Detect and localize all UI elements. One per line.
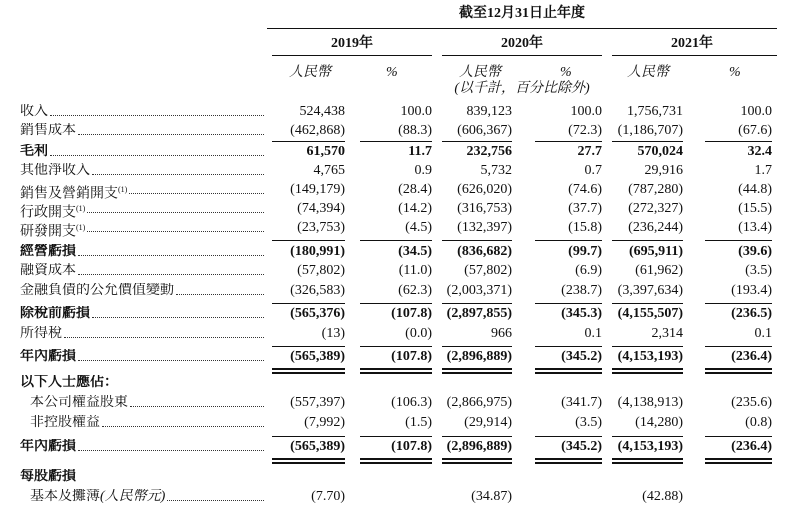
cell-rmb-2019: (7.70) — [311, 489, 345, 504]
total-double-rule — [272, 458, 345, 460]
cell-rmb-2020: (34.87) — [471, 489, 512, 504]
cell-rmb-2020: (2,897,855) — [446, 306, 512, 321]
cell-pct-2021: (0.8) — [745, 415, 772, 430]
row-label — [30, 395, 128, 411]
total-double-rule — [442, 462, 512, 464]
cell-rmb-2020: (2,003,371) — [446, 283, 512, 298]
cell-rmb-2019: (149,179) — [290, 182, 345, 197]
cell-rmb-2020: (626,020) — [457, 182, 512, 197]
cell-rmb-2019: 4,765 — [313, 163, 345, 178]
row-label — [20, 220, 85, 241]
row-label — [20, 306, 90, 322]
cell-rmb-2019: 61,570 — [306, 144, 345, 159]
row-label-text: 經營虧損 — [20, 244, 76, 259]
cell-rmb-2019: (565,376) — [290, 306, 345, 321]
cell-pct-2020: 100.0 — [570, 104, 602, 119]
subtotal-rule — [705, 240, 772, 241]
total-double-rule — [442, 458, 512, 460]
row-label — [20, 263, 76, 279]
cell-pct-2021: 100.0 — [740, 104, 772, 119]
subtotal-rule — [442, 303, 512, 304]
cell-rmb-2021: (236,244) — [628, 220, 683, 235]
cell-pct-2020: (15.8) — [568, 220, 602, 235]
total-double-rule — [705, 368, 772, 370]
total-double-rule — [612, 458, 683, 460]
cell-rmb-2021: (4,153,193) — [617, 439, 683, 454]
percent-header-2020: % — [560, 65, 572, 80]
cell-pct-2021: 0.1 — [754, 326, 772, 341]
cell-pct-2019: (11.0) — [398, 263, 432, 278]
cell-pct-2020: (238.7) — [561, 283, 602, 298]
cell-pct-2020: (3.5) — [575, 415, 602, 430]
cell-pct-2020: (37.7) — [568, 201, 602, 216]
total-double-rule — [360, 462, 432, 464]
cell-rmb-2019: (326,583) — [290, 283, 345, 298]
cell-pct-2019: (88.3) — [398, 123, 432, 138]
subtotal-rule — [535, 303, 602, 304]
total-double-rule — [612, 462, 683, 464]
cell-rmb-2019: (565,389) — [290, 349, 345, 364]
cell-pct-2021: (235.6) — [731, 395, 772, 410]
subtotal-rule — [360, 436, 432, 437]
total-double-rule — [442, 372, 512, 374]
cell-pct-2021: (15.5) — [738, 201, 772, 216]
period-header: 截至12月31日止年度 — [459, 6, 585, 21]
row-label-text: 收入 — [20, 104, 48, 119]
cell-pct-2021: (236.4) — [731, 439, 772, 454]
cell-pct-2019: (107.8) — [391, 439, 432, 454]
subtotal-rule — [442, 346, 512, 347]
row-label — [20, 283, 174, 299]
cell-rmb-2020: 232,756 — [466, 144, 512, 159]
cell-pct-2020: 27.7 — [577, 144, 602, 159]
header-rule — [267, 28, 777, 29]
leader-dots — [50, 155, 264, 156]
year-header-2019: 2019年 — [331, 36, 373, 51]
row-label-text: 年內虧損 — [20, 439, 76, 454]
cell-rmb-2021: (42.88) — [642, 489, 683, 504]
cell-pct-2019: (34.5) — [398, 244, 432, 259]
cell-rmb-2019: (462,868) — [290, 123, 345, 138]
cell-rmb-2021: (1,186,707) — [617, 123, 683, 138]
total-double-rule — [272, 372, 345, 374]
row-label-text: 除稅前虧損 — [20, 306, 90, 321]
percent-header-2021: % — [729, 65, 741, 80]
cell-pct-2019: (28.4) — [398, 182, 432, 197]
cell-rmb-2020: (316,753) — [457, 201, 512, 216]
cell-pct-2020: (74.6) — [568, 182, 602, 197]
row-label-text: 非控股權益 — [30, 415, 100, 430]
cell-pct-2020: (345.2) — [561, 439, 602, 454]
row-label-text: 融資成本 — [20, 263, 76, 278]
cell-rmb-2019: (565,389) — [290, 439, 345, 454]
row-label-text: 基本及攤薄 — [30, 489, 100, 504]
footnote-marker: (1) — [76, 223, 86, 232]
cell-rmb-2021: (61,962) — [635, 263, 683, 278]
cell-pct-2021: (236.4) — [731, 349, 772, 364]
cell-pct-2019: (62.3) — [398, 283, 432, 298]
row-label-text: 每股虧損 — [20, 469, 76, 484]
cell-rmb-2019: (180,991) — [290, 244, 345, 259]
total-double-rule — [272, 462, 345, 464]
row-label — [20, 123, 76, 139]
cell-pct-2021: 1.7 — [754, 163, 772, 178]
row-label — [30, 415, 100, 431]
footnote-marker: (1) — [76, 204, 86, 213]
subtotal-rule — [535, 240, 602, 241]
leader-dots — [50, 115, 264, 116]
subtotal-rule — [705, 141, 772, 142]
cell-pct-2019: (1.5) — [405, 415, 432, 430]
cell-rmb-2020: 966 — [491, 326, 512, 341]
row-label — [20, 469, 76, 485]
year-rule-2020 — [442, 55, 602, 56]
cell-pct-2021: (44.8) — [738, 182, 772, 197]
cell-rmb-2019: (57,802) — [297, 263, 345, 278]
subtotal-rule — [272, 303, 345, 304]
total-double-rule — [612, 372, 683, 374]
cell-pct-2019: 100.0 — [400, 104, 432, 119]
total-double-rule — [705, 372, 772, 374]
cell-pct-2019: 11.7 — [408, 144, 432, 159]
cell-rmb-2019: 524,438 — [299, 104, 345, 119]
cell-rmb-2021: (14,280) — [635, 415, 683, 430]
subtotal-rule — [442, 240, 512, 241]
cell-rmb-2021: 29,916 — [644, 163, 683, 178]
subtotal-rule — [705, 346, 772, 347]
total-double-rule — [360, 372, 432, 374]
total-double-rule — [272, 368, 345, 370]
subtotal-rule — [442, 436, 512, 437]
row-label — [20, 244, 76, 260]
row-label-text: 其他淨收入 — [20, 163, 90, 178]
subtotal-rule — [705, 436, 772, 437]
subtotal-rule — [612, 346, 683, 347]
row-label — [20, 349, 76, 365]
cell-pct-2021: 32.4 — [747, 144, 772, 159]
row-label-text: 行政開支 — [20, 205, 76, 221]
year-header-2020: 2020年 — [501, 36, 543, 51]
cell-rmb-2021: (4,153,193) — [617, 349, 683, 364]
total-double-rule — [705, 462, 772, 464]
cell-rmb-2020: (132,397) — [457, 220, 512, 235]
percent-header-2019: % — [386, 65, 398, 80]
year-header-2021: 2021年 — [671, 36, 713, 51]
row-label-text: 研發開支 — [20, 224, 76, 240]
leader-dots — [64, 337, 264, 338]
cell-rmb-2021: (272,327) — [628, 201, 683, 216]
total-double-rule — [535, 458, 602, 460]
cell-pct-2021: (67.6) — [738, 123, 772, 138]
subtotal-rule — [360, 346, 432, 347]
row-label-text: 銷售成本 — [20, 123, 76, 138]
row-label — [30, 489, 165, 505]
cell-rmb-2020: (57,802) — [464, 263, 512, 278]
cell-rmb-2019: (13) — [321, 326, 345, 341]
subtotal-rule — [612, 303, 683, 304]
cell-pct-2021: (13.4) — [738, 220, 772, 235]
subtotal-rule — [612, 436, 683, 437]
cell-pct-2021: (3.5) — [745, 263, 772, 278]
cell-pct-2020: (6.9) — [575, 263, 602, 278]
cell-pct-2020: (345.3) — [561, 306, 602, 321]
cell-pct-2019: (107.8) — [391, 306, 432, 321]
row-label-text: 所得稅 — [20, 326, 62, 341]
row-label-unit: (人民幣元) — [100, 489, 166, 504]
cell-rmb-2021: (4,138,913) — [617, 395, 683, 410]
cell-rmb-2021: (787,280) — [628, 182, 683, 197]
cell-rmb-2020: 5,732 — [480, 163, 512, 178]
total-double-rule — [360, 458, 432, 460]
row-label-text: 年內虧損 — [20, 349, 76, 364]
cell-pct-2020: (345.2) — [561, 349, 602, 364]
row-label — [20, 163, 90, 179]
cell-rmb-2019: (7,992) — [304, 415, 345, 430]
cell-pct-2020: (99.7) — [568, 244, 602, 259]
subtotal-rule — [612, 141, 683, 142]
currency-header-2019: 人民幣 — [289, 65, 331, 80]
cell-pct-2019: 0.9 — [414, 163, 432, 178]
cell-rmb-2020: (606,367) — [457, 123, 512, 138]
subtotal-rule — [535, 436, 602, 437]
row-label — [20, 326, 62, 342]
row-label-text: 以下人士應佔： — [20, 375, 118, 390]
total-double-rule — [442, 368, 512, 370]
cell-pct-2020: (72.3) — [568, 123, 602, 138]
year-rule-2021 — [612, 55, 777, 56]
cell-rmb-2020: (2,896,889) — [446, 349, 512, 364]
row-label — [20, 201, 85, 222]
cell-rmb-2020: (2,866,975) — [446, 395, 512, 410]
row-label-text: 銷售及營銷開支 — [20, 186, 118, 202]
row-label — [20, 375, 118, 391]
row-label — [20, 182, 127, 203]
subtotal-rule — [442, 141, 512, 142]
cell-rmb-2020: 839,123 — [466, 104, 512, 119]
subtotal-rule — [612, 240, 683, 241]
cell-rmb-2019: (23,753) — [297, 220, 345, 235]
cell-pct-2019: (0.0) — [405, 326, 432, 341]
total-double-rule — [535, 462, 602, 464]
cell-pct-2019: (106.3) — [391, 395, 432, 410]
cell-pct-2019: (14.2) — [398, 201, 432, 216]
cell-pct-2021: (236.5) — [731, 306, 772, 321]
cell-rmb-2019: (557,397) — [290, 395, 345, 410]
subtotal-rule — [360, 141, 432, 142]
total-double-rule — [535, 368, 602, 370]
cell-rmb-2021: (3,397,634) — [617, 283, 683, 298]
cell-rmb-2021: 1,756,731 — [627, 104, 683, 119]
cell-rmb-2021: (4,155,507) — [617, 306, 683, 321]
cell-rmb-2020: (2,896,889) — [446, 439, 512, 454]
cell-pct-2020: 0.1 — [584, 326, 602, 341]
currency-header-2020: 人民幣 — [459, 65, 501, 80]
unit-note: (以千計，百分比除外) — [454, 81, 590, 96]
cell-rmb-2021: 570,024 — [637, 144, 683, 159]
row-label-text: 毛利 — [20, 144, 48, 159]
cell-rmb-2020: (29,914) — [464, 415, 512, 430]
subtotal-rule — [272, 141, 345, 142]
subtotal-rule — [705, 303, 772, 304]
footnote-marker: (1) — [118, 185, 128, 194]
currency-header-2021: 人民幣 — [627, 65, 669, 80]
cell-rmb-2021: (695,911) — [628, 244, 683, 259]
cell-pct-2019: (107.8) — [391, 349, 432, 364]
total-double-rule — [705, 458, 772, 460]
subtotal-rule — [272, 346, 345, 347]
row-label-text: 本公司權益股東 — [30, 395, 128, 410]
subtotal-rule — [535, 141, 602, 142]
total-double-rule — [360, 368, 432, 370]
cell-pct-2021: (193.4) — [731, 283, 772, 298]
total-double-rule — [612, 368, 683, 370]
row-label-text: 金融負債的公允價值變動 — [20, 283, 174, 298]
cell-pct-2020: (341.7) — [561, 395, 602, 410]
subtotal-rule — [360, 240, 432, 241]
subtotal-rule — [272, 436, 345, 437]
row-label — [20, 144, 48, 160]
cell-pct-2019: (4.5) — [405, 220, 432, 235]
subtotal-rule — [360, 303, 432, 304]
cell-rmb-2021: 2,314 — [651, 326, 683, 341]
cell-rmb-2019: (74,394) — [297, 201, 345, 216]
row-label — [20, 439, 76, 455]
total-double-rule — [535, 372, 602, 374]
subtotal-rule — [272, 240, 345, 241]
subtotal-rule — [535, 346, 602, 347]
year-rule-2019 — [272, 55, 432, 56]
cell-pct-2021: (39.6) — [738, 244, 772, 259]
cell-pct-2020: 0.7 — [584, 163, 602, 178]
row-label — [20, 104, 48, 120]
cell-rmb-2020: (836,682) — [457, 244, 512, 259]
